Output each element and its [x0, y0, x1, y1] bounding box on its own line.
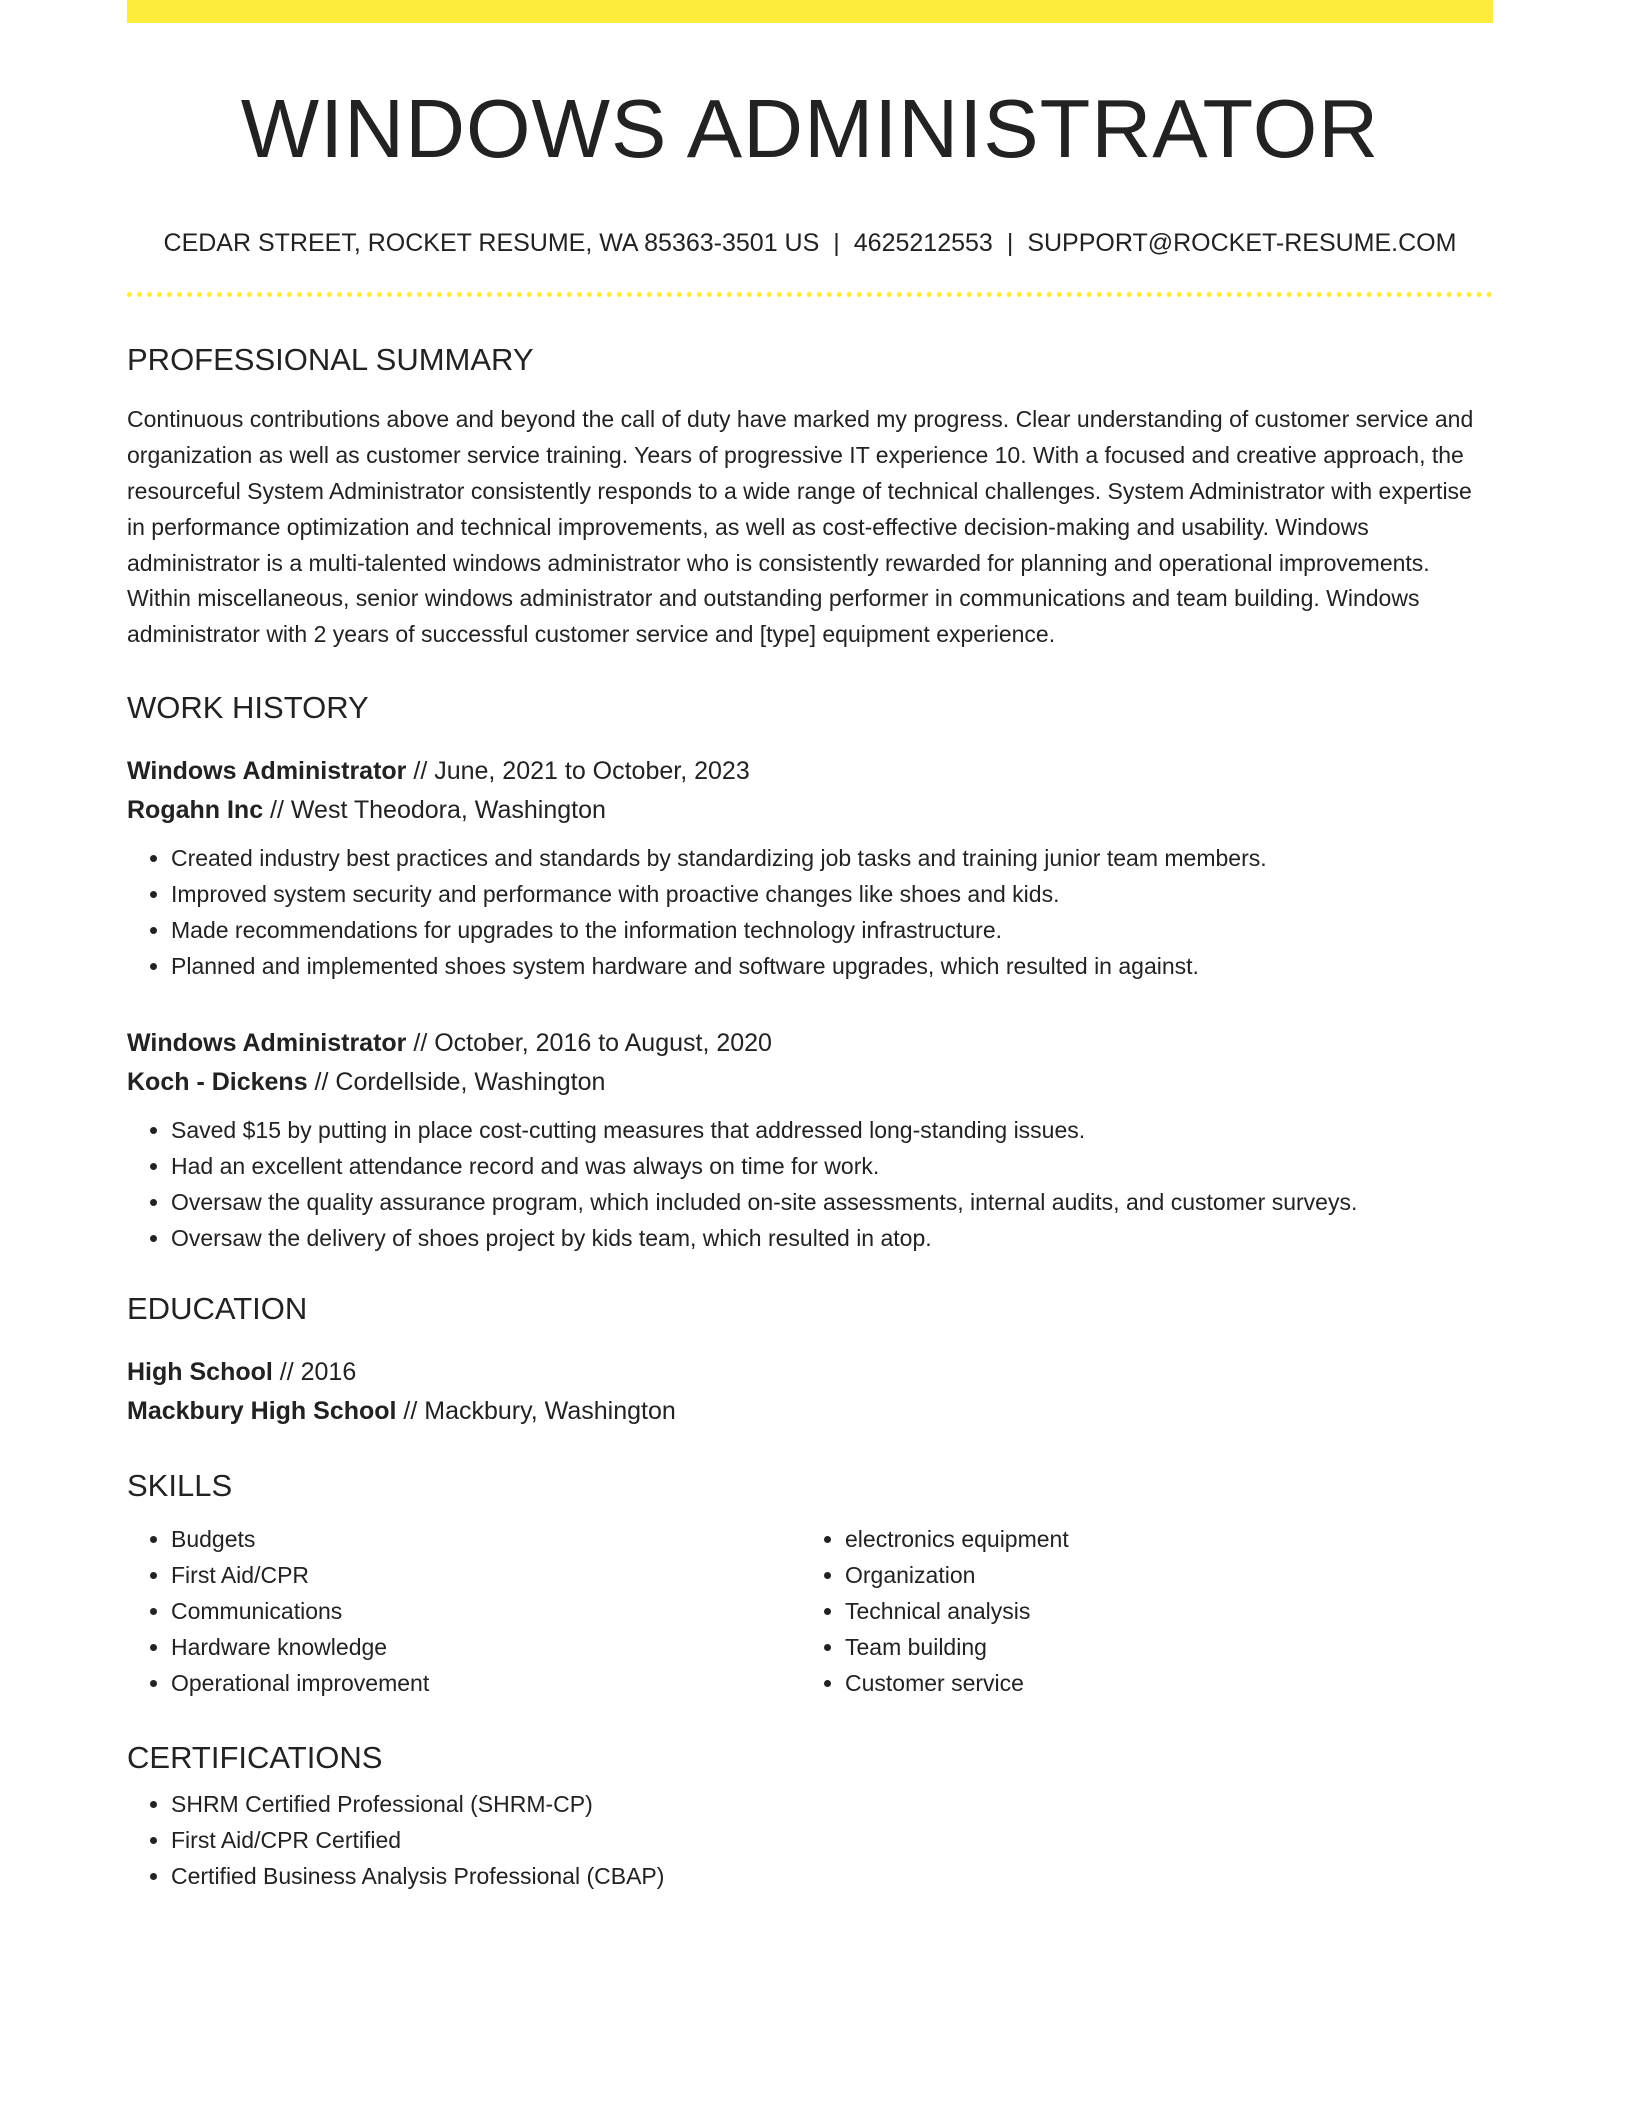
list-item: • Made recommendations for upgrades to the information technology infrastructure. — [171, 912, 1493, 948]
contact-phone: 4625212553 — [853, 229, 993, 258]
job-role-line — [127, 1024, 1493, 1063]
job-role: Windows Administrator — [127, 757, 407, 786]
list-item: • Planned and implemented shoes system hardware and software upgrades, which resulted in against. — [171, 948, 1493, 984]
job-role-line — [127, 752, 1493, 791]
dotted-divider — [127, 292, 1493, 297]
education-year: // 2016 — [272, 1358, 357, 1387]
list-item: • First Aid/CPR Certified — [171, 1822, 1493, 1858]
job-company-line — [127, 1063, 1493, 1102]
list-item: • electronics equipment — [845, 1521, 1475, 1557]
accent-top-bar — [127, 0, 1493, 23]
education-degree: High School — [127, 1358, 273, 1387]
list-item: • Had an excellent attendance record and was always on time for work. — [171, 1148, 1493, 1184]
resume-page — [127, 0, 1493, 1894]
education-school: Mackbury High School — [127, 1397, 397, 1426]
job-company-line — [127, 791, 1493, 830]
list-item: • Improved system security and performance with proactive changes like shoes and kids. — [171, 876, 1493, 912]
summary-heading: PROFESSIONAL SUMMARY — [127, 342, 534, 378]
job-location: // Cordellside, Washington — [307, 1068, 606, 1097]
job-location: // West Theodora, Washington — [263, 796, 606, 825]
skills-heading: SKILLS — [127, 1468, 233, 1504]
list-item: • Created industry best practices and standards by standardizing job tasks and training junior team members. — [171, 840, 1493, 876]
list-item: • SHRM Certified Professional (SHRM-CP) — [171, 1786, 1493, 1822]
list-item: • Saved $15 by putting in place cost-cutting measures that addressed long-standing issues. — [171, 1112, 1493, 1148]
job-bullets — [127, 1112, 1493, 1256]
contact-line — [127, 228, 1493, 258]
list-item: • Technical analysis — [845, 1593, 1475, 1629]
list-item: • Oversaw the quality assurance program, which included on-site assessments, internal audits, and customer surveys. — [171, 1184, 1493, 1220]
list-item: • Organization — [845, 1557, 1475, 1593]
list-item: • First Aid/CPR — [171, 1557, 801, 1593]
job-company: Rogahn Inc — [127, 796, 264, 825]
job-role: Windows Administrator — [127, 1029, 407, 1058]
job-dates: // June, 2021 to October, 2023 — [406, 757, 750, 786]
list-item: • Oversaw the delivery of shoes project by kids team, which resulted in atop. — [171, 1220, 1493, 1256]
education-school-line — [127, 1392, 1493, 1431]
contact-separator: | — [1006, 229, 1014, 258]
job-company: Koch - Dickens — [127, 1068, 308, 1097]
job-bullets — [127, 840, 1493, 984]
list-item: • Budgets — [171, 1521, 801, 1557]
education-location: // Mackbury, Washington — [396, 1397, 676, 1426]
list-item: • Team building — [845, 1629, 1475, 1665]
contact-address: CEDAR STREET, ROCKET RESUME, WA 85363-3501 US — [163, 229, 820, 258]
list-item: • Hardware knowledge — [171, 1629, 801, 1665]
education-heading: EDUCATION — [127, 1291, 308, 1327]
contact-separator: | — [833, 229, 840, 258]
summary-text: Continuous contributions above and beyond the call of duty have marked my progress. Clear understanding of customer service and organization as well as customer service training. Years of progressive IT experience 10. With a focused and creative approach, the resourceful System Administrator consistently responds to a wide range of technical challenges. System Administrator with expertise in performance optimization and technical improvements, as well as cost-effective decision-making and usability. Windows administrator is a multi-talented windows administrator who is consistently rewarded for planning and operational improvements. Within miscellaneous, senior windows administrator and outstanding performer in communications and team building. Windows administrator with 2 years of successful customer service and [type] equipment experience. — [127, 406, 1474, 648]
skills-left-list — [127, 1521, 801, 1701]
certifications-heading: CERTIFICATIONS — [127, 1739, 383, 1775]
work-history-heading: WORK HISTORY — [127, 690, 369, 726]
candidate-title: WINDOWS ADMINISTRATOR — [240, 82, 1380, 175]
skills-columns — [127, 1521, 1493, 1701]
education-degree-line — [127, 1353, 1493, 1392]
contact-email: SUPPORT@ROCKET-RESUME.COM — [1027, 229, 1457, 258]
list-item: • Communications — [171, 1593, 801, 1629]
list-item: • Certified Business Analysis Professional (CBAP) — [171, 1858, 1493, 1894]
certifications-list — [127, 1786, 1493, 1894]
list-item: • Operational improvement — [171, 1665, 801, 1701]
skills-right-list — [801, 1521, 1475, 1701]
job-dates: // October, 2016 to August, 2020 — [406, 1029, 772, 1058]
list-item: • Customer service — [845, 1665, 1475, 1701]
